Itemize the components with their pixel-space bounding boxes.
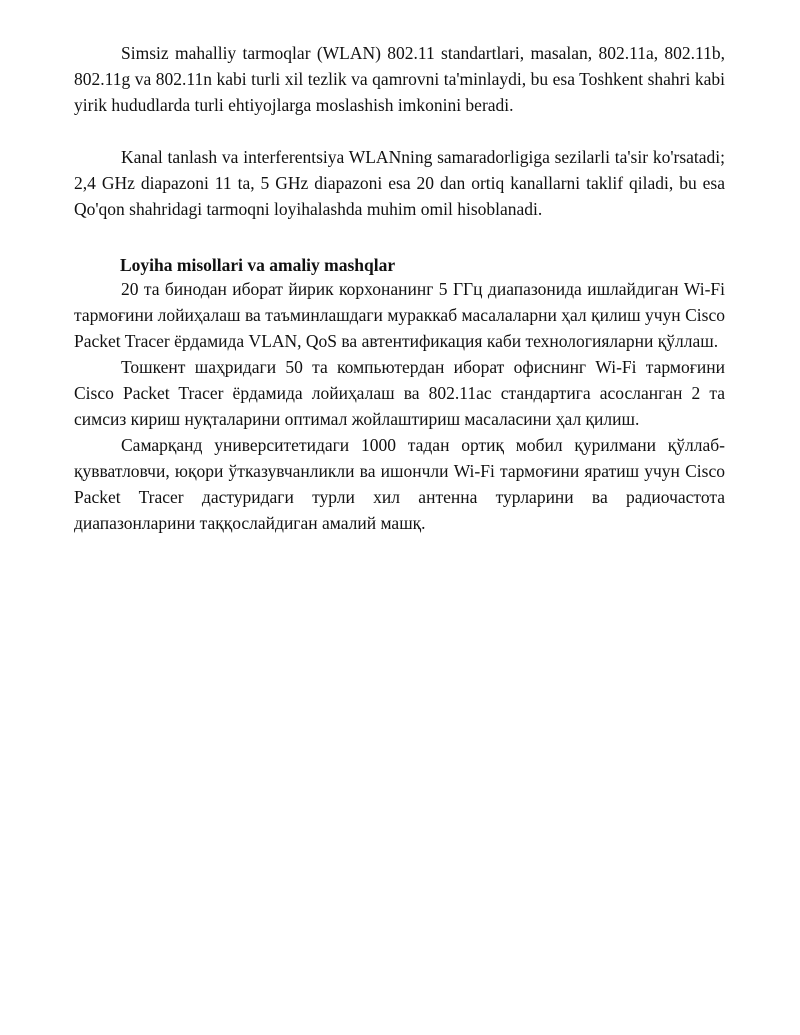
document-page bbox=[74, 40, 725, 536]
exercise-item: Самарқанд университетидаги 1000 тадан ортиқ мобил қурилмани қўллаб-қувватловчи, юқори ўтказувчанликли ва ишончли Wi-Fi тармоғини яратиш учун Cisco Packet Tracer дастуридаги турли хил антенна турларини ва радиочастота диапазонларини таққослайдиган амалий машқ. bbox=[74, 435, 725, 533]
exercise-item: 20 та бинодан иборат йирик корхонанинг 5 ГГц диапазонида ишлайдиган Wi-Fi тармоғини лойиҳалаш ва таъминлашдаги мураккаб масалаларни ҳал қилиш учун Cisco Packet Tracer ёрдамида VLAN, QoS ва автентификация каби технологияларни қўллаш. bbox=[74, 279, 725, 351]
section-heading: Loyiha misollari va amaliy mashqlar bbox=[120, 255, 396, 275]
exercise-item: Тошкент шаҳридаги 50 та компьютердан иборат офиснинг Wi-Fi тармоғини Cisco Packet Tracer ёрдамида лойиҳалаш ва 802.11ac стандартига асосланган 2 та симсиз кириш нуқталарини оптимал жойлаштириш масаласини ҳал қилиш. bbox=[74, 357, 725, 429]
paragraph-wlan-standards: Simsiz mahalliy tarmoqlar (WLAN) 802.11 standartlari, masalan, 802.11a, 802.11b, 802.11g va 802.11n kabi turli xil tezlik va qamrovni ta'minlaydi, bu esa Toshkent shahri kabi yirik hududlarda turli ehtiyojlarga moslashish imkonini beradi. bbox=[74, 43, 725, 115]
paragraph-channel-selection: Kanal tanlash va interferentsiya WLANning samaradorligiga sezilarli ta'sir ko'rsatadi; 2,4 GHz diapazoni 11 ta, 5 GHz diapazoni esa 20 dan ortiq kanallarni taklif qiladi, bu esa Qo'qon shahridagi tarmoqni loyihalashda muhim omil hisoblanadi. bbox=[74, 147, 725, 219]
